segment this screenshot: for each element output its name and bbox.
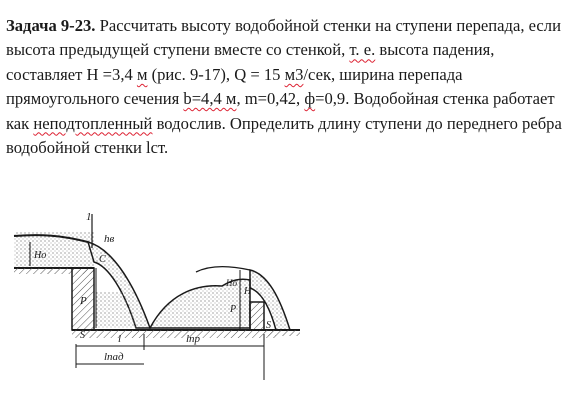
problem-text-6: =0,9. Водобойная стенка работает как (6, 89, 555, 133)
label-C: C (99, 254, 106, 265)
label-lpad: lпад (104, 351, 124, 363)
baffle-wall (250, 302, 264, 330)
basin-water-left (96, 292, 136, 328)
label-section: 1 (86, 211, 92, 223)
label-H0: Hо (34, 250, 47, 261)
label-H: H (244, 286, 252, 297)
figure-svg (0, 208, 573, 400)
label-H0b: Hо (226, 278, 237, 288)
problem-text-w4: b=4,4 м (183, 89, 237, 109)
label-S2: S (266, 320, 271, 331)
problem-text-3: (рис. 9-17), Q = 15 (147, 64, 285, 84)
problem-text-7: водослив. Определить длину ступени до переднего ребра водобойной стенки lст. (6, 113, 562, 158)
problem-text-w2: м (136, 64, 148, 84)
label-P: P (80, 295, 87, 307)
problem-statement (6, 14, 567, 160)
jump-surface (196, 267, 250, 273)
problem-text-1: Рассчитать высоту водобойной стенки на ступени перепада, если высота предыдущей ступени вместе со стенкой, (6, 16, 561, 60)
drop-structure-figure (0, 208, 573, 400)
problem-text-w6: неподтопленный (33, 113, 153, 133)
label-P2: P (230, 304, 237, 315)
problem-text-2: высота падения, составляет Н =3,4 (6, 40, 495, 84)
label-hv: hв (104, 233, 115, 245)
problem-text-5: , m=0,42, (236, 89, 305, 109)
problem-text-w1: т. е. (349, 40, 376, 60)
basin-floor (72, 330, 276, 338)
upstream-water (14, 232, 94, 268)
problem-text-4: /сек, ширина перепада прямоугольного сечения (6, 64, 463, 109)
problem-text-w5: ф (304, 89, 316, 109)
label-lpr: lпр (186, 333, 201, 345)
problem-text-w3: м3 (284, 64, 304, 84)
label-l: l (118, 333, 122, 345)
floor-hatch (72, 330, 276, 338)
label-S1: S (80, 330, 85, 341)
problem-title: Задача 9-23. (6, 16, 96, 35)
